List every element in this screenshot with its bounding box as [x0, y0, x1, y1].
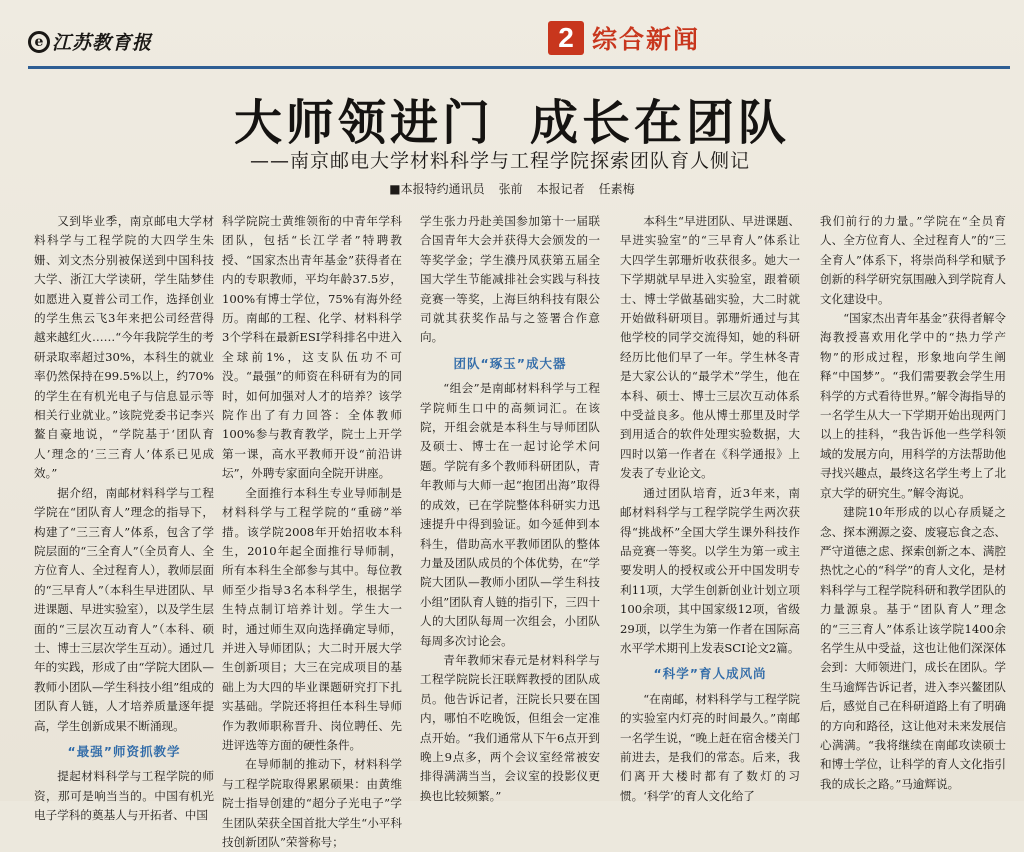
- article-column-3: [420, 212, 600, 803]
- section-name: 综合新闻: [592, 25, 701, 54]
- subheadline: ——南京邮电大学材料科学与工程学院探索团队育人侧记: [250, 150, 751, 172]
- paragraph: 通过团队培育，近3年来，南邮材料科学与工程学院学生两次获得“挑战杯”全国大学生课外科技作品竞赛一等奖。以学生为第一或主要发明人的授权或公开中国发明专利11项，大学生创新创业计划立项100余项，其中国家级12项，省级29项，以学生为第一作者在国际高水平学术期刊上发表SCI论文2篇。: [620, 485, 800, 655]
- paragraph: 提起材料科学与工程学院的师资，那可是响当当的。中国有机光电子学科的奠基人与开拓者、中国: [34, 769, 214, 823]
- paragraph: 又到毕业季，南京邮电大学材料科学与工程学院的大四学生朱姗、刘文杰分别被保送到中国科技大学、浙江大学读研，学生陆梦佳如愿进入夏普公司工作，选择创业的学生焦云飞3年来把公司经营得越来越红火……“今年我院学生的考研录取率超过30%，本科生的就业率仍然保持在99.5%以上，约70%的学生在有机光电子与信息显示等相关行业就业。”该院党委书记李兴鳌自豪地说，“学院基于‘团队育人’理念的‘三三育人’体系已见成效。”: [34, 214, 214, 481]
- paragraph: 全面推行本科生专业导师制是材料科学与工程学院的“重磅”举措。该学院2008年开始招收本科生，2010年起全面推行导师制，所有本科生全部参与其中。每位教师至少指导3名本科学生，根据学生特点制订培养计划。学生大一时，通过师生双向选择确定导师，并进入导师团队；大二时开展大学生创新项目；大三在完成项目的基础上为大四的毕业课题研究打下扎实基础。学院还将担任本科生导师作为教师职称晋升、岗位聘任、先进评选等方面的硬性条件。: [222, 485, 402, 752]
- logo-text: 江苏教育报: [52, 32, 153, 54]
- article-column-1: [34, 212, 214, 823]
- paragraph: 我们前行的力量。”学院在“全员育人、全方位育人、全过程育人”的“三全育人”体系下，将崇尚科学和赋予创新的科学研究氛围融入到学院育人文化建设中。: [820, 214, 1006, 306]
- paragraph: 科学院院士黄维领衔的中青年学科团队，包括“长江学者”特聘教授、“国家杰出青年基金”获得者在内的专职教师，平均年龄37.5岁，100%有博士学位，75%有海外经历。南邮的工程、化学、材料科学3个学科在最新ESI学科排名中进入全球前1%，这支队伍功不可没。“最强”的师资在科研有为的同时，如何加强对人才的培养？该学院作出了有力回答：全体教师100%参与教育教学，院士上开学第一课，高水平教师开设“前沿讲坛”，外聘专家面向全院开讲座。: [222, 214, 402, 481]
- section-subhead: “科学”育人成风尚: [653, 666, 767, 682]
- article-column-2: [222, 212, 402, 849]
- byline-name-2: 任素梅: [598, 182, 635, 196]
- section-subhead: “最强”师资抓教学: [67, 743, 181, 759]
- byline-marker: ■本报特约通讯员: [389, 182, 485, 196]
- byline-role-2: 本报记者: [536, 182, 585, 196]
- headline-right: 成长在团队: [530, 95, 791, 151]
- section-header: [548, 20, 700, 56]
- headline: [0, 84, 1024, 153]
- paragraph: 学生张力丹赴美国参加第十一届联合国青年大会并获得大会颁发的一等奖学金；学生濮丹凤获第五届全国大学生节能减排社会实践与科技竞赛一等奖，上海巨纳科技有限公司就其获奖作品与之签署合作意向。: [420, 214, 600, 345]
- paragraph: 建院10年形成的以心存质疑之念、探本溯源之姿、废寝忘食之态、严守道德之虑、探索创新之本、满腔热忱之心的“科学”的育人文化，是材料科学与工程学院科研和教学团队的力量源泉。基于“团队育人”理念的“三三育人”体系让该学院1400余名学生从中受益，这也让他们深深体会到：大师领进门，成长在团队。学生马逾辉告诉记者，进入李兴鳌团队后，感觉自己在科研道路上有了明确的方向和路径，这让他对未来发展信心满满。“我将继续在南邮攻读硕士和博士学位，让科学的育人文化指引我的成长之路。”马逾辉说。: [820, 505, 1006, 791]
- byline-name-1: 张前: [498, 182, 523, 196]
- paragraph: 青年教师宋春元是材料科学与工程学院院长汪联辉教授的团队成员。他告诉记者，汪院长只要在国内，哪怕不吃晚饭，但组会一定准点开始。“我们通常从下午6点开到晚上9点多，两个会议室经常被安排得满满当当，会议室的投影仪更换也比较频繁。”: [420, 652, 600, 803]
- article-column-5: [820, 212, 1006, 798]
- article-column-4: [620, 212, 800, 803]
- section-subhead: 团队“琢玉”成大器: [453, 355, 567, 371]
- section-number: 2: [548, 21, 584, 55]
- newspaper-logo: [28, 28, 152, 55]
- paragraph: “组会”是南邮材料科学与工程学院师生口中的高频词汇。在该院，开组会就是本科生与导师团队及硕士、博士在一起讨论学术问题。学院有多个教师科研团队，青年教师与大师一起“抱团出海”取得的成效，已在学院整体科研实力迅速提升中得到验证。如今延伸到本科生，借助高水平教师团队的整体力量及团队成员的个体优势，在“学院大团队—教师小团队—学生科技小组”团队育人链的指引下，三四十人的大团队每周一次组会，小团队每周多次讨论会。: [420, 381, 600, 648]
- paragraph: 在导师制的推动下，材料科学与工程学院取得累累硕果：由黄维院士指导创建的“超分子光电子”学生团队荣获全国首批大学生“小平科技创新团队”荣誉称号；: [222, 757, 402, 849]
- paragraph: 本科生“早进团队、早进课题、早进实验室”的“三早育人”体系让大四学生郭珊炘收获很多。她大一下学期就早早进入实验室，跟着硕士、博士学做基础实验，大二时就开始做科研项目。郭珊炘通过与其他学校的同学交流得知，她的科研经历比他们早了一年。学生林冬青是大家公认的“最学术”学生，他在本科、硕士、博士三层次互动体系中受益良多。他从博士那里及时学到用适合的软件处理实验数据，大四时以第一作者在《科学通报》上发表了专业论文。: [620, 214, 800, 481]
- paragraph: “国家杰出青年基金”获得者解令海教授喜欢用化学中的“热力学产物”的形成过程，形象地向学生阐释“中国梦”。“我们需要教会学生用科学的方式看待世界。”解令海指导的一名学生从大一下学期开始出现两门以上的挂科，“我告诉他一些学科领域的发展方向，用科学的方法帮助他寻找兴趣点，最终这名学生考上了北京大学的研究生。”解令海说。: [820, 311, 1006, 500]
- headline-left: 大师领进门: [233, 95, 494, 151]
- logo-letter: e: [28, 31, 50, 53]
- paragraph: “在南邮，材料科学与工程学院的实验室内灯亮的时间最久。”南邮一名学生说，“晚上赶在宿舍楼关门前进去，是我们的常态。后来，我们离开大楼时都有了数灯的习惯。‘科学’的育人文化给了: [620, 691, 800, 803]
- paragraph: 据介绍，南邮材料科学与工程学院在“团队育人”理念的指导下，构建了“三三育人”体系，包含了学院层面的“三全育人”（全员育人、全方位育人、全过程育人），教师层面的“三早育人”（本科生早进团队、早进课题、早进实验室），以及学生层面的“三层次互动育人”（本科、硕士、博士三层次学生互动）。通过几年的实践，形成了由“学院大团队—教师小团队—学生科技小组”组成的团队育人链，人才培养质量逐年提高，学生创新成果不断涌现。: [34, 485, 214, 733]
- byline: [0, 180, 1024, 197]
- masthead-rule: [28, 66, 1010, 69]
- masthead: [28, 16, 1008, 66]
